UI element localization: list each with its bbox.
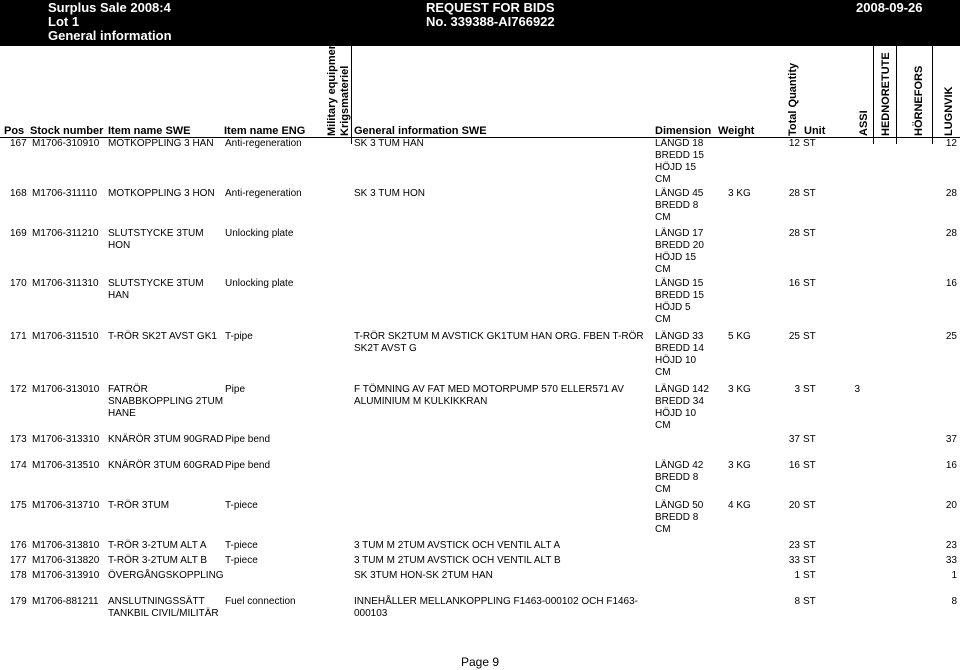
row-stock-number: M1706-313310 <box>32 434 100 445</box>
row-total-quantity: 8 <box>794 596 800 607</box>
row-unit: ST <box>803 434 816 445</box>
column-header-row <box>0 38 960 138</box>
row-stock-number: M1706-311110 <box>32 188 98 199</box>
row-dimension: LÄNGD 18 BREDD 15 HÖJD 15 CM <box>655 138 704 185</box>
row-lugnvik: 8 <box>951 596 957 607</box>
row-item-name-swe: MOTKOPPLING 3 HAN <box>108 138 214 149</box>
row-total-quantity: 3 <box>794 384 800 395</box>
row-item-name-swe: T-RÖR 3TUM <box>108 500 170 511</box>
row-item-name-eng: T-pipe <box>225 331 253 342</box>
row-lugnvik: 33 <box>945 555 957 566</box>
row-general-info: F TÖMNING AV FAT MED MOTORPUMP 570 ELLER571 AV ALUMINIUM M KULKIKKRAN <box>354 384 624 407</box>
request-title: REQUEST FOR BIDS <box>426 0 555 15</box>
row-pos: 172 <box>10 384 27 395</box>
row-lugnvik: 23 <box>945 540 957 551</box>
row-stock-number: M1706-313510 <box>32 460 100 471</box>
row-stock-number: M1706-310910 <box>32 138 100 149</box>
row-total-quantity: 16 <box>788 278 800 289</box>
col-item-name-eng: Item name ENG <box>224 125 306 137</box>
row-general-info: SK 3 TUM HON <box>354 188 425 199</box>
row-unit: ST <box>803 138 816 149</box>
row-general-info: SK 3 TUM HAN <box>354 138 424 149</box>
row-lugnvik: 28 <box>945 188 957 199</box>
section-label: General information <box>48 28 172 43</box>
row-weight: 5 KG <box>728 331 751 342</box>
row-item-name-eng: Pipe bend <box>225 460 271 471</box>
row-dimension: LÄNGD 42 BREDD 8 CM <box>655 460 704 495</box>
col-item-name-swe: Item name SWE <box>108 125 191 137</box>
lot-label: Lot 1 <box>48 14 80 29</box>
row-lugnvik: 37 <box>945 434 957 445</box>
page-number: Page 9 <box>460 655 500 669</box>
row-item-name-eng: Unlocking plate <box>225 228 294 239</box>
row-item-name-eng: T-piece <box>225 500 258 511</box>
row-item-name-eng: Pipe bend <box>225 434 271 445</box>
row-general-info: SK 3TUM HON-SK 2TUM HAN <box>354 570 493 581</box>
row-stock-number: M1706-313910 <box>32 570 100 581</box>
row-lugnvik: 28 <box>945 228 957 239</box>
col-total-quantity: Total Quantity <box>787 62 799 136</box>
sale-title: Surplus Sale 2008:4 <box>48 0 171 15</box>
row-item-name-eng: T-piece <box>225 540 258 551</box>
row-weight: 4 KG <box>728 500 751 511</box>
row-item-name-swe: T-RÖR 3-2TUM ALT B <box>108 555 208 566</box>
report-date: 2008-09-26 <box>856 0 923 15</box>
row-pos: 178 <box>10 570 27 581</box>
row-lugnvik: 1 <box>951 570 957 581</box>
row-item-name-swe: T-RÖR 3-2TUM ALT A <box>108 540 207 551</box>
col-hednoretute: HEDNORETUTE <box>880 52 892 136</box>
row-item-name-swe: MOTKOPPLING 3 HON <box>108 188 215 199</box>
row-unit: ST <box>803 540 816 551</box>
row-pos: 179 <box>10 596 27 607</box>
row-dimension: LÄNGD 45 BREDD 8 CM <box>655 188 704 223</box>
row-item-name-swe: KNÄRÖR 3TUM 60GRAD <box>108 460 224 471</box>
row-assi: 3 <box>854 384 860 395</box>
row-lugnvik: 25 <box>945 331 957 342</box>
row-pos: 176 <box>10 540 27 551</box>
row-dimension: LÄNGD 17 BREDD 20 HÖJD 15 CM <box>655 228 704 275</box>
row-total-quantity: 23 <box>788 540 800 551</box>
row-lugnvik: 16 <box>945 460 957 471</box>
row-item-name-swe: SLUTSTYCKE 3TUM HON <box>108 228 204 251</box>
row-stock-number: M1706-313810 <box>32 540 100 551</box>
row-unit: ST <box>803 555 816 566</box>
row-lugnvik: 16 <box>945 278 957 289</box>
row-item-name-eng: T-piece <box>225 555 258 566</box>
row-general-info: 3 TUM M 2TUM AVSTICK OCH VENTIL ALT B <box>354 555 561 566</box>
divider-assi <box>873 46 874 144</box>
row-general-info: 3 TUM M 2TUM AVSTICK OCH VENTIL ALT A <box>354 540 561 551</box>
row-stock-number: M1706-311510 <box>32 331 99 342</box>
row-unit: ST <box>803 188 816 199</box>
row-unit: ST <box>803 228 816 239</box>
row-pos: 168 <box>10 188 27 199</box>
divider-military <box>351 46 352 144</box>
row-item-name-swe: ANSLUTNINGSSÄTT TANKBIL CIVIL/MILITÄR <box>108 596 219 619</box>
row-item-name-swe: KNÄRÖR 3TUM 90GRAD <box>108 434 224 445</box>
row-stock-number: M1706-313710 <box>32 500 100 511</box>
row-item-name-eng: Unlocking plate <box>225 278 294 289</box>
row-unit: ST <box>803 384 816 395</box>
col-lugnvik: LUGNVIK <box>943 86 955 136</box>
divider-hornefors <box>932 46 933 144</box>
row-weight: 3 KG <box>728 460 751 471</box>
row-total-quantity: 28 <box>788 228 800 239</box>
row-stock-number: M1706-313010 <box>32 384 100 395</box>
row-item-name-eng: Anti-regeneration <box>225 138 302 149</box>
row-general-info: T-RÖR SK2TUM M AVSTICK GK1TUM HAN ORG. FBEN T-RÖR SK2T AVST G <box>354 331 644 354</box>
row-pos: 170 <box>10 278 27 289</box>
col-dimension: Dimension <box>655 125 712 137</box>
row-total-quantity: 16 <box>788 460 800 471</box>
row-total-quantity: 28 <box>788 188 800 199</box>
row-stock-number: M1706-313820 <box>32 555 100 566</box>
row-dimension: LÄNGD 50 BREDD 8 CM <box>655 500 704 535</box>
request-number: No. 339388-AI766922 <box>426 14 555 29</box>
row-general-info: INNEHÅLLER MELLANKOPPLING F1463-000102 OCH F1463- 000103 <box>354 596 639 619</box>
row-weight: 3 KG <box>728 188 751 199</box>
row-item-name-swe: ÖVERGÅNGSKOPPLING <box>108 570 224 581</box>
row-stock-number: M1706-311210 <box>32 228 99 239</box>
col-stock-number: Stock number <box>30 125 104 137</box>
row-unit: ST <box>803 331 816 342</box>
row-unit: ST <box>803 500 816 511</box>
row-item-name-swe: FATRÖR SNABBKOPPLING 2TUM HANE <box>108 384 224 419</box>
row-total-quantity: 1 <box>794 570 800 581</box>
row-dimension: LÄNGD 33 BREDD 14 HÖJD 10 CM <box>655 331 704 378</box>
row-item-name-swe: SLUTSTYCKE 3TUM HAN <box>108 278 204 301</box>
col-krigsmateriel: Krigsmateriel <box>339 65 351 136</box>
row-pos: 169 <box>10 228 27 239</box>
row-item-name-eng: Fuel connection <box>225 596 296 607</box>
row-item-name-swe: T-RÖR SK2T AVST GK1 <box>108 331 217 342</box>
row-weight: 3 KG <box>728 384 751 395</box>
col-hornefors: HÖRNEFORS <box>913 65 925 136</box>
col-weight: Weight <box>718 125 755 137</box>
divider-hednoretute <box>896 46 897 144</box>
row-pos: 175 <box>10 500 27 511</box>
col-military-equipment: Military equipment <box>326 38 338 136</box>
row-dimension: LÄNGD 15 BREDD 15 HÖJD 5 CM <box>655 278 704 325</box>
row-total-quantity: 33 <box>788 555 800 566</box>
row-unit: ST <box>803 460 816 471</box>
row-item-name-eng: Anti-regeneration <box>225 188 302 199</box>
row-lugnvik: 20 <box>945 500 957 511</box>
row-pos: 167 <box>10 138 27 149</box>
col-assi: ASSI <box>858 110 870 136</box>
row-stock-number: M1706-881211 <box>32 596 99 607</box>
col-unit: Unit <box>804 125 826 137</box>
row-unit: ST <box>803 596 816 607</box>
row-item-name-eng: Pipe <box>225 384 246 395</box>
row-total-quantity: 25 <box>788 331 800 342</box>
col-general-info-swe: General information SWE <box>354 125 487 137</box>
row-unit: ST <box>803 570 816 581</box>
row-pos: 171 <box>10 331 27 342</box>
row-lugnvik: 12 <box>945 138 957 149</box>
row-stock-number: M1706-311310 <box>32 278 99 289</box>
row-pos: 177 <box>10 555 27 566</box>
row-total-quantity: 20 <box>788 500 800 511</box>
report-header <box>0 0 960 46</box>
row-total-quantity: 37 <box>788 434 800 445</box>
row-dimension: LÄNGD 142 BREDD 34 HÖJD 10 CM <box>655 384 709 431</box>
row-pos: 173 <box>10 434 27 445</box>
row-unit: ST <box>803 278 816 289</box>
col-pos: Pos <box>4 125 25 137</box>
row-pos: 174 <box>10 460 27 471</box>
row-total-quantity: 12 <box>788 138 800 149</box>
